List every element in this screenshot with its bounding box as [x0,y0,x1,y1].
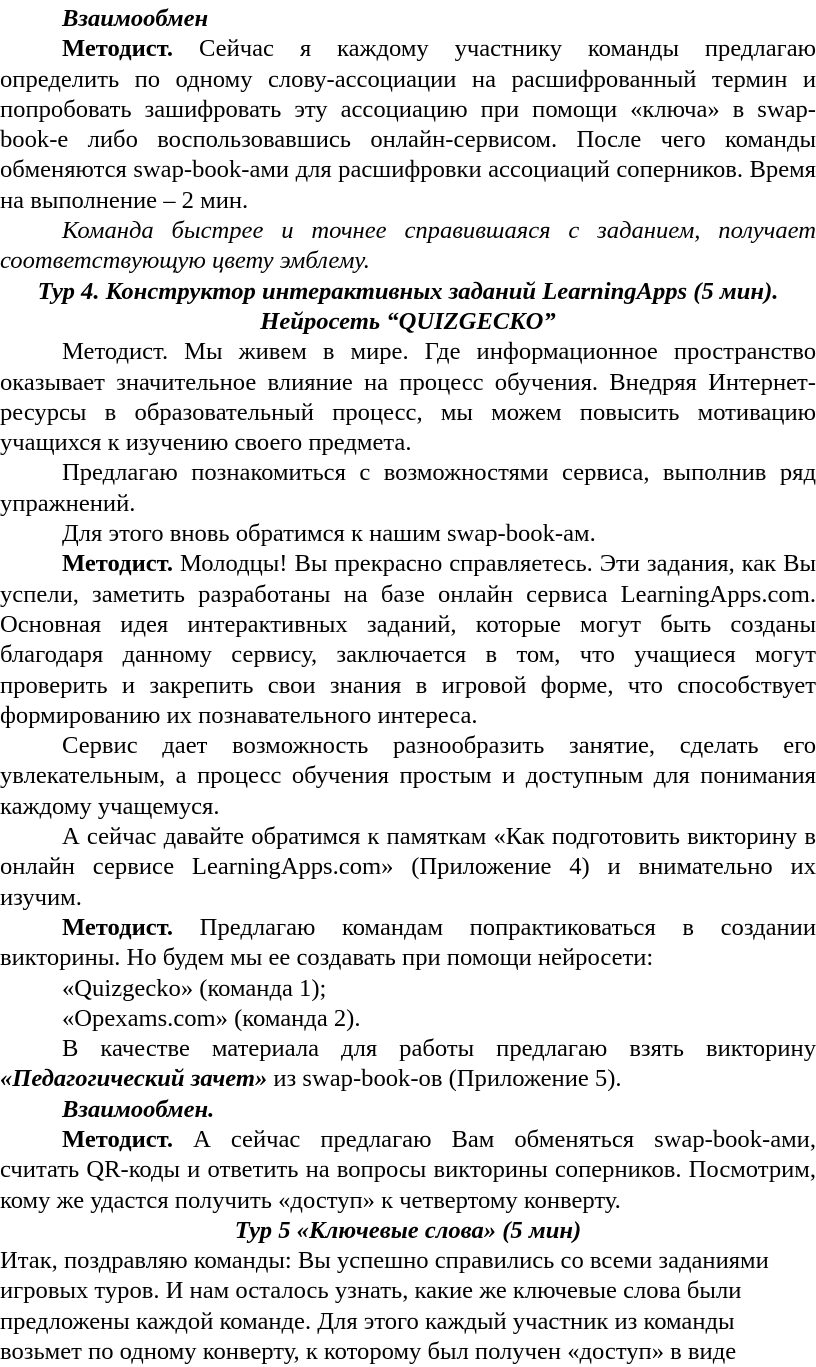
section-heading-exchange-1: Взаимообмен [62,5,209,32]
paragraph-methodist-association: Методист. Сейчас я каждому участнику команды предлагаю определить по одному слову-ассоциации на расшифрованный термин и попробовать зашифровать эту ассоциацию при помощи «ключа» в swap-book-е либо воспользовавшись онлайн-сервисом. После чего команды обменяются swap-book-ами для расшифровки ассоциаций соперников. Время на выполнение – 2 мин. [0,35,816,214]
speaker-label: Методист. [62,1125,174,1153]
speaker-label: Методист. [62,35,174,63]
paragraph-methodist-learningapps: Методист. Молодцы! Вы прекрасно справляетесь. Эти задания, как Вы успели, заметить разработаны на базе онлайн сервиса LearningApps.com. Основная идея интерактивных заданий, которые могут быть созданы благодаря данному сервису, заключается в том, что учащиеся могут проверить и закрепить свои знания в игровой форме, что способствует формированию их познавательного интереса. [0,550,816,729]
paragraph-material: В качестве материала для работы предлагаю взять викторину «Педагогический зачет» из swap-book-ов (Приложение 5). [0,1035,816,1093]
paragraph-methodist-quiz: Методист. Предлагаю командам попрактиковаться в создании викторины. Но будем мы ее создавать при помощи нейросети: [0,913,816,972]
paragraph-service-intro: Предлагаю познакомиться с возможностями сервиса, выполнив ряд упражнений. [0,459,816,517]
paragraph-service-possibility: Сервис дает возможность разнообразить занятие, сделать его увлекательным, а процесс обучения простым и доступным для понимания каждому учащемуся. [0,732,816,820]
speaker-label: Методист. [62,550,174,578]
speaker-label: Методист. [62,913,174,941]
list-item-opexams: «Opexams.com» (команда 2). [62,1004,361,1032]
paragraph-swap-book: Для этого вновь обратимся к нашим swap-book-ам. [62,520,596,548]
quiz-title-emphasis: «Педагогический зачет» [0,1065,268,1093]
tour-4-title: Тур 4. Конструктор интерактивных заданий LearningApps (5 мин). Нейросеть “QUIZGECKO” [37,277,779,335]
paragraph-methodist-exchange: Методист. А сейчас предлагаю Вам обменяться swap-book-ами, считать QR-коды и ответить на вопросы викторины соперников. Посмотрим, кому же удастся получить «доступ» к четвертому конверту. [0,1125,816,1214]
paragraph-memo: А сейчас давайте обратимся к памяткам «Как подготовить викторину в онлайн сервисе LearningApps.com» (Приложение 4) и внимательно их изучим. [0,823,816,911]
list-item-quizgecko: «Quizgecko» (команда 1); [62,974,327,1002]
paragraph-information-space: Методист. Мы живем в мире. Где информационное пространство оказывает значительное влияние на процесс обучения. Внедряя Интернет-ресурсы в образовательный процесс, мы можем повысить мотивацию учащихся к изучению своего предмета. [0,338,816,457]
paragraph-congratulations: Итак, поздравляю команды: Вы успешно справились со всеми заданиями игровых туров. И нам осталось узнать, какие же ключевые слова были предложены каждой команде. Для этого каждый участник из команды возьмет по одному конверту, к которому был получен «доступ» в виде [0,1247,769,1366]
section-heading-exchange-2: Взаимообмен. [62,1095,215,1123]
paragraph-team-emblem: Команда быстрее и точнее справившаяся с заданием, получает соответствующую цвету эмблему. [0,217,816,275]
tour-5-title: Тур 5 «Ключевые слова» (5 мин) [234,1216,582,1244]
